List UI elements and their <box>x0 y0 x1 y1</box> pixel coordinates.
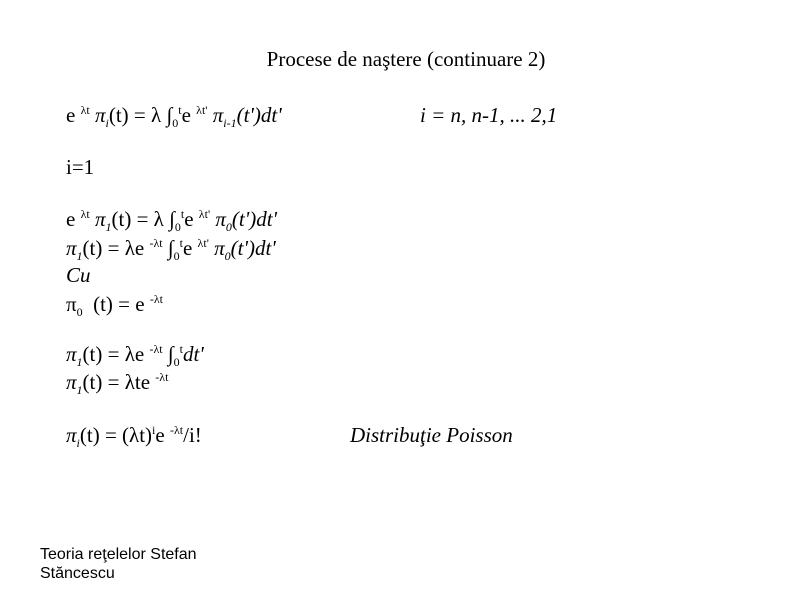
eq-text: (t) = λ ∫ <box>111 207 175 231</box>
integral-lower: 0 <box>172 116 179 130</box>
eq-subscript: 1 <box>76 383 83 397</box>
eq-pi: π <box>89 207 106 231</box>
eq-text: e <box>182 236 198 260</box>
eq-text: e <box>66 103 81 127</box>
eq-text: (t) = e <box>82 292 150 316</box>
eq-exponent: λt' <box>196 103 208 117</box>
eq-subscript: i <box>105 116 109 130</box>
eq-text: (t')dt' <box>236 103 282 127</box>
eq-text: (t) = λ ∫ <box>108 103 173 127</box>
eq-pi: π <box>208 236 225 260</box>
integral-lower: 0 <box>173 249 180 263</box>
eq-text: /i! <box>183 423 202 447</box>
eq-pi: π <box>66 236 77 260</box>
integral-upper: t <box>178 103 182 117</box>
eq-text: (t')dt' <box>230 236 276 260</box>
footer-author: Teoria reţelelor Stefan Stăncescu <box>40 546 197 582</box>
eq-subscript: i <box>76 436 80 450</box>
eq-text: ∫ <box>162 342 174 366</box>
eq-text: e <box>66 207 81 231</box>
case-label: i=1 <box>66 155 95 179</box>
eq-pi: π <box>66 342 77 366</box>
result1-equation <box>66 342 204 369</box>
poisson-equation <box>66 423 202 450</box>
eq-pi: π <box>207 103 224 127</box>
eq-text: ∫ <box>162 236 174 260</box>
eq-exponent: -λt <box>149 342 163 356</box>
eq-text: e <box>181 103 197 127</box>
eq-text: (t')dt' <box>231 207 278 231</box>
recurrence-equation <box>66 103 282 130</box>
index-range: i = n, n-1, ... 2,1 <box>420 103 558 127</box>
eq-subscript: 1 <box>76 249 83 263</box>
eq-exponent: λt' <box>197 236 209 250</box>
eq-exponent: λt <box>80 207 90 221</box>
eq-subscript: 0 <box>76 305 83 319</box>
eq-exponent: -λt <box>149 292 164 306</box>
eq-exponent: λt <box>80 103 90 117</box>
integral-lower: 0 <box>173 355 180 369</box>
eq-pi: π <box>66 292 77 316</box>
eq-subscript: i-1 <box>223 116 237 130</box>
eq-text: (t) = λe <box>82 342 150 366</box>
poisson-label: Distribuţie Poisson <box>350 423 513 447</box>
eq-pi: π <box>89 103 106 127</box>
eq-exponent: -λt <box>149 236 163 250</box>
eq-text: (t) = λe <box>82 236 150 260</box>
eq-text: e <box>155 423 170 447</box>
eq-pi: π <box>66 423 77 447</box>
pi0-equation <box>66 292 164 319</box>
slide-title: Procese de naştere (continuare 2) <box>266 47 546 71</box>
eq-exponent: -λt <box>155 370 169 384</box>
eq-exponent: λt' <box>198 207 211 221</box>
integral-upper: t <box>180 207 185 221</box>
eq-exponent: i <box>152 423 156 437</box>
eq-pi: π <box>66 370 77 394</box>
integral-upper: t <box>179 342 183 356</box>
eq-exponent: -λt <box>169 423 184 437</box>
case1-equation <box>66 207 278 234</box>
eq-text: (t) = λte <box>82 370 156 394</box>
eq-pi: π <box>210 207 226 231</box>
eq-subscript: 0 <box>225 220 232 234</box>
eq-text: (t) = (λt) <box>79 423 153 447</box>
integral-upper: t <box>179 236 183 250</box>
eq-text: dt' <box>182 342 204 366</box>
eq-subscript: 0 <box>224 249 231 263</box>
integral-lower: 0 <box>174 220 181 234</box>
eq-text: e <box>184 207 199 231</box>
case2-equation <box>66 236 276 263</box>
eq-subscript: 1 <box>105 220 112 234</box>
cu-label: Cu <box>66 263 91 287</box>
eq-subscript: 1 <box>76 355 83 369</box>
result2-equation <box>66 370 169 397</box>
